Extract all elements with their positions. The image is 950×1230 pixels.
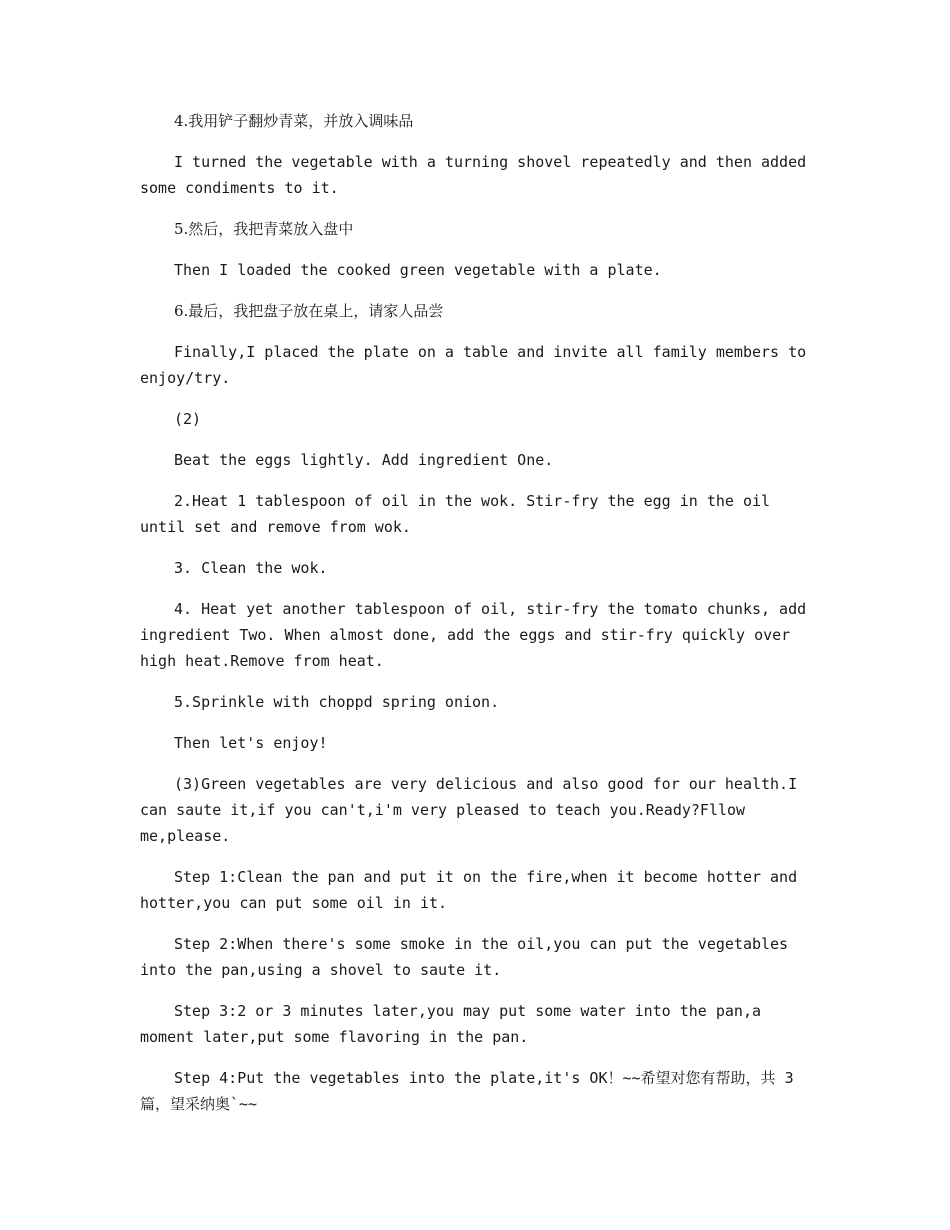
section-2-heading: (2) <box>174 410 202 428</box>
paragraph-step4-en: I turned the vegetable with a turning shovel repeatedly and then added some condiments to it. <box>140 153 807 197</box>
document-page <box>140 108 810 1132</box>
paragraph-recipe-step2: 2.Heat 1 tablespoon of oil in the wok. Stir-fry the egg in the oil until set and remove from wok. <box>140 492 771 536</box>
paragraph-recipe-step3: 3. Clean the wok. <box>174 559 328 577</box>
paragraph-step-1: Step 1:Clean the pan and put it on the fire,when it become hotter and hotter,you can put some oil in it. <box>140 868 798 912</box>
paragraph-step5-zh: 5.然后，我把青菜放入盘中 <box>174 220 354 238</box>
section-3-intro: (3)Green vegetables are very delicious and also good for our health.I can saute it,if you can't,i'm very pleased to teach you.Ready?Fllow me,please. <box>140 775 798 845</box>
paragraph-step6-zh: 6.最后，我把盘子放在桌上，请家人品尝 <box>174 302 444 320</box>
paragraph-step5-en: Then I loaded the cooked green vegetable with a plate. <box>174 261 662 279</box>
paragraph-step-2: Step 2:When there's some smoke in the oil,you can put the vegetables into the pan,using a shovel to saute it. <box>140 935 789 979</box>
paragraph-step-4: Step 4:Put the vegetables into the plate,it's OK！~~希望对您有帮助，共 3 篇，望采纳奥`~~ <box>140 1069 794 1113</box>
paragraph-recipe-step5: 5.Sprinkle with choppd spring onion. <box>174 693 500 711</box>
paragraph-step4-zh: 4.我用铲子翻炒青菜，并放入调味品 <box>174 112 414 130</box>
paragraph-step-3: Step 3:2 or 3 minutes later,you may put some water into the pan,a moment later,put some flavoring in the pan. <box>140 1002 761 1046</box>
paragraph-recipe-step4: 4. Heat yet another tablespoon of oil, stir-fry the tomato chunks, add ingredient Two. When almost done, add the eggs and stir-fry quickly over high heat.Remove from heat. <box>140 600 807 670</box>
paragraph-step6-en: Finally,I placed the plate on a table and invite all family members to enjoy/try. <box>140 343 807 387</box>
paragraph-recipe-enjoy: Then let's enjoy! <box>174 734 328 752</box>
paragraph-recipe-step1: Beat the eggs lightly. Add ingredient One. <box>174 451 554 469</box>
